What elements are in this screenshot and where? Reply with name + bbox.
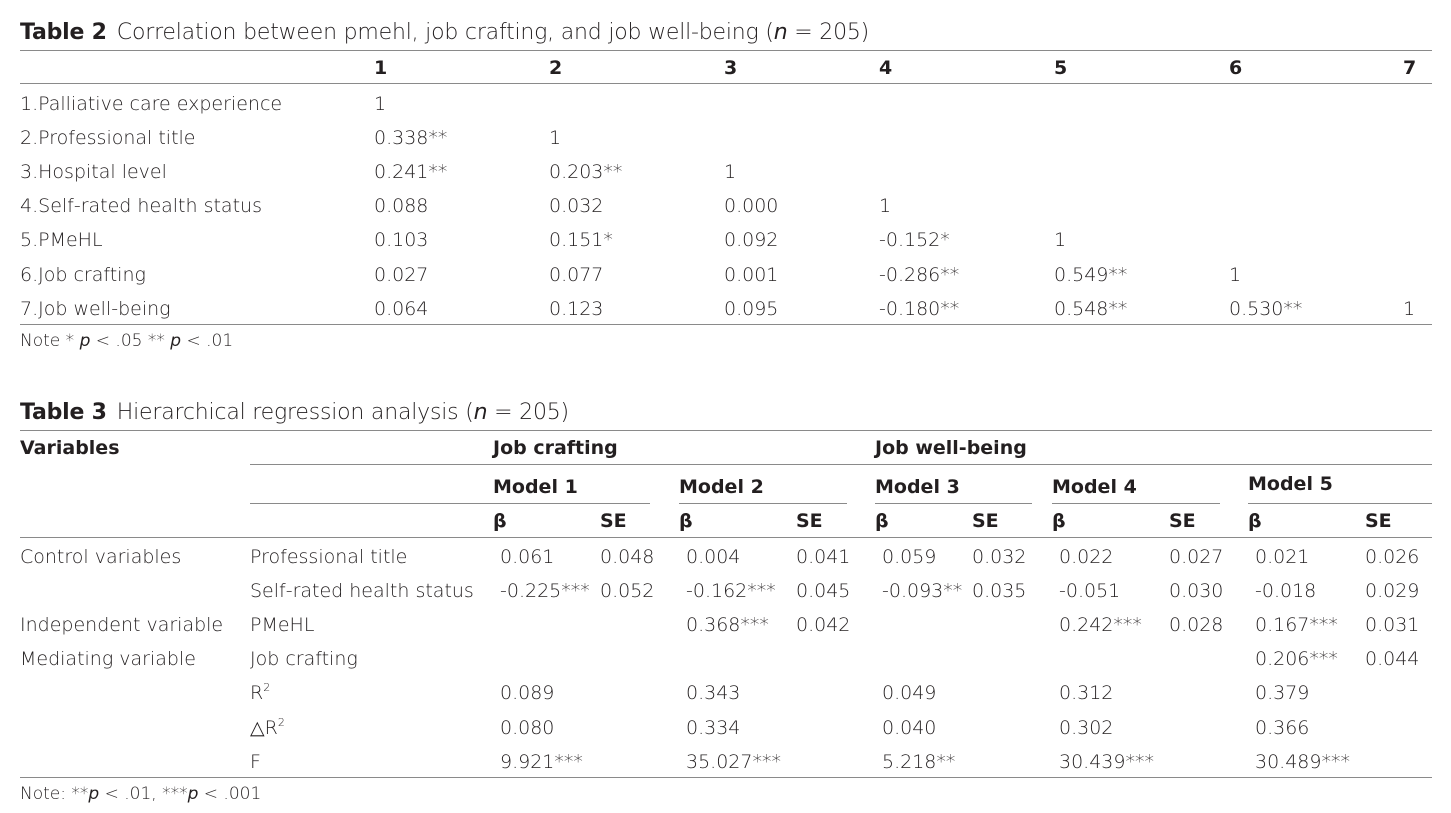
table3-cell: 0.379 [1255, 682, 1310, 704]
table3-cell: 0.032 [972, 546, 1027, 568]
table3-cell: 0.022 [1059, 546, 1114, 568]
table3-cell: -0.225*** [500, 580, 590, 602]
table2-caption-text: Correlation between pmehl, job crafting, and job well-being ( [116, 20, 774, 45]
table3-label: Table 3 [20, 400, 107, 425]
table2-row-label: 5.PMeHL [20, 229, 103, 251]
table3-variables-header: Variables [20, 437, 120, 459]
table2-caption [20, 20, 869, 45]
table2-col-header-4: 4 [879, 57, 893, 79]
table2-cell: 0.032 [549, 195, 604, 217]
table3-cell: 0.167*** [1255, 614, 1338, 636]
table2-caption-n: n [773, 20, 788, 45]
table3-model-rule-2 [679, 503, 847, 504]
table3-cell: 30.489*** [1255, 751, 1350, 773]
table3-header-rule [20, 537, 1432, 538]
table2-cell: 1 [1054, 229, 1067, 251]
table3-model-header-5: Model 5 [1248, 473, 1333, 495]
table2-cell: 0.064 [374, 298, 429, 320]
table3-cell: -0.162*** [686, 580, 776, 602]
table3-row-label: F [250, 751, 261, 773]
table3-row-label: Professional title [250, 546, 408, 568]
table3-cell: 9.921*** [500, 751, 583, 773]
table3-caption-end: = 205) [487, 400, 569, 425]
table2-cell: 0.123 [549, 298, 604, 320]
table3-cell: 0.049 [882, 682, 937, 704]
table3-note: Note: **p < .01, ***p < .001 [20, 784, 262, 804]
table2-cell: 0.077 [549, 264, 604, 286]
table3-row-label: Job crafting [250, 648, 358, 670]
table2-row-label: 1.Palliative care experience [20, 93, 283, 115]
table2-caption-end: = 205) [787, 20, 870, 45]
table3-model-header-4: Model 4 [1052, 476, 1137, 498]
table3-cell: 0.080 [500, 717, 555, 739]
table2-cell: 0.530** [1229, 298, 1303, 320]
table3-top-rule [20, 430, 1432, 431]
table2-cell: 0.027 [374, 264, 429, 286]
table3-cell: 0.368*** [686, 614, 769, 636]
table3-cell: 0.045 [796, 580, 851, 602]
table3-row-category: Control variables [20, 546, 182, 568]
table3-caption-text: Hierarchical regression analysis ( [116, 400, 474, 425]
table2-cell: 0.088 [374, 195, 429, 217]
table3-cell: 0.028 [1169, 614, 1224, 636]
table2-col-header-1: 1 [374, 57, 388, 79]
table2-cell: 0.338** [374, 127, 448, 149]
table3-cell: 0.312 [1059, 682, 1114, 704]
table2-cell: 0.103 [374, 229, 429, 251]
table3-cell: 0.021 [1255, 546, 1310, 568]
table3-se-header: SE [1365, 510, 1392, 532]
table2-col-header-7: 7 [1403, 57, 1417, 79]
table2-row-label: 6.Job crafting [20, 264, 146, 286]
table2-cell: 0.203** [549, 161, 623, 183]
table2-header-rule [20, 83, 1432, 84]
table3-row-label: Self-rated health status [250, 580, 474, 602]
table2-cell: 0.092 [724, 229, 779, 251]
table3-group-job-crafting: Job crafting [493, 437, 618, 459]
table2-cell: 0.548** [1054, 298, 1128, 320]
table3-cell: 0.334 [686, 717, 741, 739]
table3-model-rule-1 [250, 503, 650, 504]
table3-model-header-2: Model 2 [679, 476, 764, 498]
table3-cell: 0.089 [500, 682, 555, 704]
table3-model-rule-3 [875, 503, 1032, 504]
table3-cell: 0.042 [796, 614, 851, 636]
table2-col-header-6: 6 [1229, 57, 1243, 79]
table3-cell: 0.343 [686, 682, 741, 704]
table3-cell: -0.018 [1255, 580, 1317, 602]
table2-cell: 1 [1229, 264, 1242, 286]
table3-cell: 0.027 [1169, 546, 1224, 568]
table3-group-rule [250, 464, 1432, 465]
table2-row-label: 3.Hospital level [20, 161, 167, 183]
table3-cell: 0.004 [686, 546, 741, 568]
table3-cell: -0.093** [882, 580, 963, 602]
table2-cell: -0.180** [879, 298, 960, 320]
table2-row-label: 4.Self-rated health status [20, 195, 262, 217]
table3-model-rule-4 [1052, 503, 1220, 504]
table2-row-label: 2.Professional title [20, 127, 196, 149]
table3-cell: 0.040 [882, 717, 937, 739]
table2-cell: 1 [879, 195, 892, 217]
table3-model-header-1: Model 1 [493, 476, 578, 498]
table2-cell: 1 [374, 93, 387, 115]
table2-cell: 0.001 [724, 264, 779, 286]
table3-se-header: SE [796, 510, 823, 532]
table3-model-header-3: Model 3 [875, 476, 960, 498]
table3-beta-header: β [493, 510, 507, 532]
table3-cell: 0.059 [882, 546, 937, 568]
table3-caption-n: n [473, 400, 488, 425]
table2-cell: 0.095 [724, 298, 779, 320]
table3-cell: 0.030 [1169, 580, 1224, 602]
table3-cell: 0.242*** [1059, 614, 1142, 636]
table2-cell: -0.152* [879, 229, 950, 251]
table3-se-header: SE [972, 510, 999, 532]
table3-beta-header: β [679, 510, 693, 532]
table3-cell: 0.052 [600, 580, 655, 602]
table3-bottom-rule [20, 777, 1432, 778]
table3-cell: 30.439*** [1059, 751, 1154, 773]
table3-row-category: Independent variable [20, 614, 224, 636]
r-squared-label: $R^2$ [250, 681, 271, 704]
table2-col-header-3: 3 [724, 57, 738, 79]
table3-cell: 0.206*** [1255, 648, 1338, 670]
table3-row-label: PMeHL [250, 614, 315, 636]
table2-cell: 1 [549, 127, 562, 149]
table2-bottom-rule [20, 324, 1432, 325]
table3-model-rule-5 [1248, 503, 1432, 504]
table3-group-job-well-being: Job well-being [875, 437, 1027, 459]
table3-cell: 0.044 [1365, 648, 1420, 670]
table2-label: Table 2 [20, 20, 107, 45]
table2-cell: -0.286** [879, 264, 960, 286]
table3-cell: 0.029 [1365, 580, 1420, 602]
table2-cell: 0.241** [374, 161, 448, 183]
table3-se-header: SE [1169, 510, 1196, 532]
table3-cell: -0.051 [1059, 580, 1121, 602]
table3-beta-header: β [875, 510, 889, 532]
table3-row-category: Mediating variable [20, 648, 196, 670]
table3-cell: 0.026 [1365, 546, 1420, 568]
table3-cell: 0.031 [1365, 614, 1420, 636]
table2-cell: 0.000 [724, 195, 779, 217]
table3-cell: 0.061 [500, 546, 555, 568]
table2-col-header-2: 2 [549, 57, 563, 79]
table3-cell: 0.366 [1255, 717, 1310, 739]
delta-r-squared-label: $\triangle R^2$ [250, 716, 285, 739]
table3-cell: 5.218** [882, 751, 956, 773]
table2-col-header-5: 5 [1054, 57, 1068, 79]
table2-cell: 1 [724, 161, 737, 183]
table3-cell: 0.041 [796, 546, 851, 568]
table3-se-header: SE [600, 510, 627, 532]
table3-cell: 35.027*** [686, 751, 781, 773]
table3-cell: 0.048 [600, 546, 655, 568]
table3-beta-header: β [1052, 510, 1066, 532]
table3-caption [20, 400, 569, 425]
table2-top-rule [20, 50, 1432, 51]
table2-cell: 1 [1403, 298, 1416, 320]
table3-cell: 0.035 [972, 580, 1027, 602]
table2-row-label: 7.Job well-being [20, 298, 171, 320]
table3-beta-header: β [1248, 510, 1262, 532]
table2-cell: 0.549** [1054, 264, 1128, 286]
table2-note: Note * p < .05 ** p < .01 [20, 331, 234, 351]
table2-cell: 0.151* [549, 229, 613, 251]
table3-cell: 0.302 [1059, 717, 1114, 739]
